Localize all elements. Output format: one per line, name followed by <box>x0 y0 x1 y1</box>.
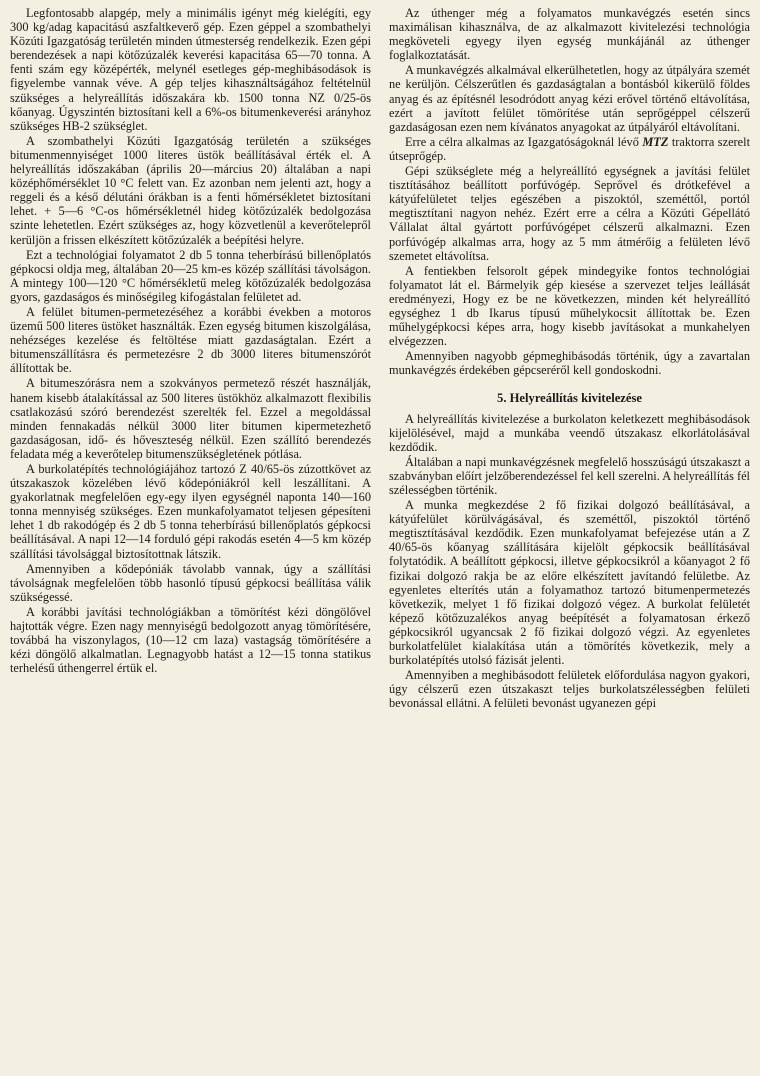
paragraph-mtz <box>389 135 750 163</box>
left-column <box>10 6 371 1076</box>
paragraph: A munkavégzés alkalmával elkerülhetetlen, hogy az útpályára szemét ne kerüljön. Célszerűtlen és gazdaságtalan a bontásból kikerülő földes anyag és az építésnél lesodródott anyag kézi erővel történő eltávolítása, ezért a javított felület tömörítése után seprőgéppel célszerű gazdaságosan ezen nem kívánatos anyagokat az útpályáról eltávolítani. <box>389 63 750 134</box>
paragraph: Amennyiben a meghibásodott felületek előfordulása nagyon gyakori, úgy célszerű ezen útszakaszt teljes burkolatszélességben felületi bevonással ellátni. A felületi bevonást ugyanezen gépi <box>389 668 750 711</box>
paragraph: A burkolatépítés technológiájához tartozó Z 40/65-ös zúzottkövet az útszakaszok közelében lévő kődepóniákról kell leszállítani. A gyakorlatnak megfelelően egy-egy ilyen egységnél naponta 140—160 tonna mennyiség szükséges. Ezen munkafolyamatot teljesen gépesíteni lehet 1 db rakodógép és 2 db 5 tonna teherbírású billenőplatós gépkocsi beállításával. A napi 12—14 forduló gépi rakodás esetén 4—5 km közép szállítási távolsággal biztosítottnak látszik. <box>10 462 371 561</box>
paragraph: Gépi szükséglete még a helyreállító egységnek a javítási felület tisztításához beállított porfúvógép. Seprővel és drótkefével a kátyúfelületet teljes egészében a piszoktól, szeméttől, portól megtisztítani nagyon nehéz. Ezért erre a célra a Közúti Gépellátó Vállalat által gyártott porfúvógépet célszerű alkalmazni. Ezen porfúvógép alkalmas arra, hogy az 5 mm átmérőig a felületen lévő szemetet eltávolítsa. <box>389 164 750 263</box>
section-heading: 5. Helyreállítás kivitelezése <box>497 391 642 406</box>
paragraph: Amennyiben a kődepóniák távolabb vannak, úgy a szállítási távolságnak megfelelően több hasonló típusú gépkocsi beállítása válik szükségessé. <box>10 561 371 604</box>
paragraph: Amennyiben nagyobb gépmeghibásodás történik, úgy a zavartalan munkavégzés érdekében gépcseréről kell gondoskodni. <box>389 349 750 378</box>
paragraph: Az úthenger még a folyamatos munkavégzés esetén sincs maximálisan kihasználva, de az alkalmazott kivitelezési technológia megköveteli egyegy ilyen egység munkájánál az úthenger foglalkoztatását. <box>389 6 750 63</box>
paragraph: Általában a napi munkavégzésnek megfelelő hosszúságú útszakaszt a szabványban előírt jelzőberendezéssel fel kell szerelni. A helyreállítás fél szélességben történik. <box>389 454 750 497</box>
mtz-sentence-post: traktorra szerelt útseprőgép. <box>389 134 751 163</box>
paragraph: A munka megkezdése 2 fő fizikai dolgozó beállításával, a kátyúfelület körülvágásával, és szeméttől, piszoktól történő megtisztításával kezdődik. Ezen munkafolyamat befejezése után a Z 40/65-ös kőanyag szállítására kijelölt gépkocsik beállításával folytatódik. A beállított gépkocsi, illetve gépkocsikról a kőanyagot 2 fő fizikai dolgozó rakja be az előre elkészített javítandó felületbe. Az egyenletes elterítés után a folyamathoz tartozó bitumenpermetezés következik, melyet 1 fő fizikai dolgozó végez. A burkolat felületét képező kötőzuzalékos anyag beépítését a folyamatosan érkező gépkocsikról ugyancsak 2 fő fizikai dolgozó végzi. Az egyenletes burkolatfelület kialakítása után a tömörítés következik, mely a burkolatépítés utolsó fázisát jelenti. <box>389 498 750 668</box>
right-column <box>389 6 750 1076</box>
paragraph: A fentiekben felsorolt gépek mindegyike fontos technológiai folyamatot lát el. Bármelyik gép kiesése a szervezet teljes leállását eredményezi, Hogy ez be ne következzen, minden két helyreállító egységhez 1 db Ikarus típusú műhelykocsit állítottak be. Ezen műhelygépkocsi képes arra, hogy kisebb javításokat a munkahelyen elvégezzen. <box>389 263 750 349</box>
paragraph: A szombathelyi Közúti Igazgatóság területén a szükséges bitumenmennyiséget 1000 literes üstök beállításával érték el. A helyreállítás időszakában (április 20—március 20) általában a napi középhőmérséklet 10 °C felett van. Ez azonban nem jelenti azt, hogy a reggeli és a késő délutáni órákban is a fenti hőmérsékletet biztosítani lehet. + 5—6 °C-os hőmérsékletnél hideg kötőzúzalék bedolgozása szinte lehetetlen. Ezért szükséges az, hogy közvetlenül a keverőtelepről kerüljön a frissen elkészített kötőzúzalék a beépítési helyre. <box>10 133 371 247</box>
paragraph: A helyreállítás kivitelezése a burkolaton keletkezett meghibásodások kijelölésével, majd a munkába veendő útszakasz elkorlátolásával kezdődik. <box>389 411 750 454</box>
paragraph: A bitumeszórásra nem a szokványos permetező részét használják, hanem kisebb átalakítással az 500 literes üstökhöz alkalmazott flexibilis csatlakozású szóró berendezést szerelték fel. Ezzel a megoldással minden fennakadás nélkül 3000 liter bitumen kipermetezhető gazdaságosan, idő- és hőveszteség nélkül. Ezen szállító berendezés feladata még a keverőtelep bitumenszükségletének pótlása. <box>10 376 371 461</box>
mtz-sentence-pre: Erre a célra alkalmas az Igazgatóságoknál lévő <box>405 134 643 149</box>
paragraph: Legfontosabb alapgép, mely a minimális igényt még kielégíti, egy 300 kg/adag kapacitású aszfaltkeverő gép. Ezen géppel a szombathelyi Közúti Igazgatóság területén minden útmesterség rendelkezik. Ezen gépi berendezések a napi kötőzúzalék keverési kapacitása 65—70 tonna. A fenti szám egy középérték, melynél esetleges gép-meghibásodások is figyelembe vannak véve. A gép teljes kihasználtságához feltételnül szükséges a helyreállítás időszakára kb. 1500 tonna NZ 0/25-ös kőanyag. Úgyszintén biztosítani kell a 6%-os bitumenkeverési arányhoz szükséges HB-2 szükséglet. <box>10 6 371 133</box>
paragraph: Ezt a technológiai folyamatot 2 db 5 tonna teherbírású billenőplatós gépkocsi oldja meg, általában 20—25 km-es közép szállítási távolságon. A mintegy 100—120 °C hőmérsékletű meleg kötőzúzalék bedolgozása gyors, gazdaságos és minőségileg kifogástalan felületet ad. <box>10 247 371 304</box>
paragraph: A korábbi javítási technológiákban a tömörítést kézi döngölővel hajtották végre. Ezen nagy mennyiségű bedolgozott anyag tömörítésére, továbbá ha viszonylagos, (10—12 cm laza) vastagság tömörítésére a kézi döngölő alkalmatlan. Legnagyobb hatást a 12—15 tonna statikus terhelésű úthengerrel értük el. <box>10 604 371 676</box>
mtz-name: MTZ <box>642 134 669 149</box>
paragraph: A felület bitumen-permetezéséhez a korábbi években a motoros üzemű 500 literes üstöket használták. Ezen egység bitumen kiszolgálása, nehézséges kezelése és feltöltése miatt gazdaságtalan. Ezért a bitumenszállításra és permetezésre 2 db 3000 literes bitumenszórót állítottak be. <box>10 304 371 376</box>
